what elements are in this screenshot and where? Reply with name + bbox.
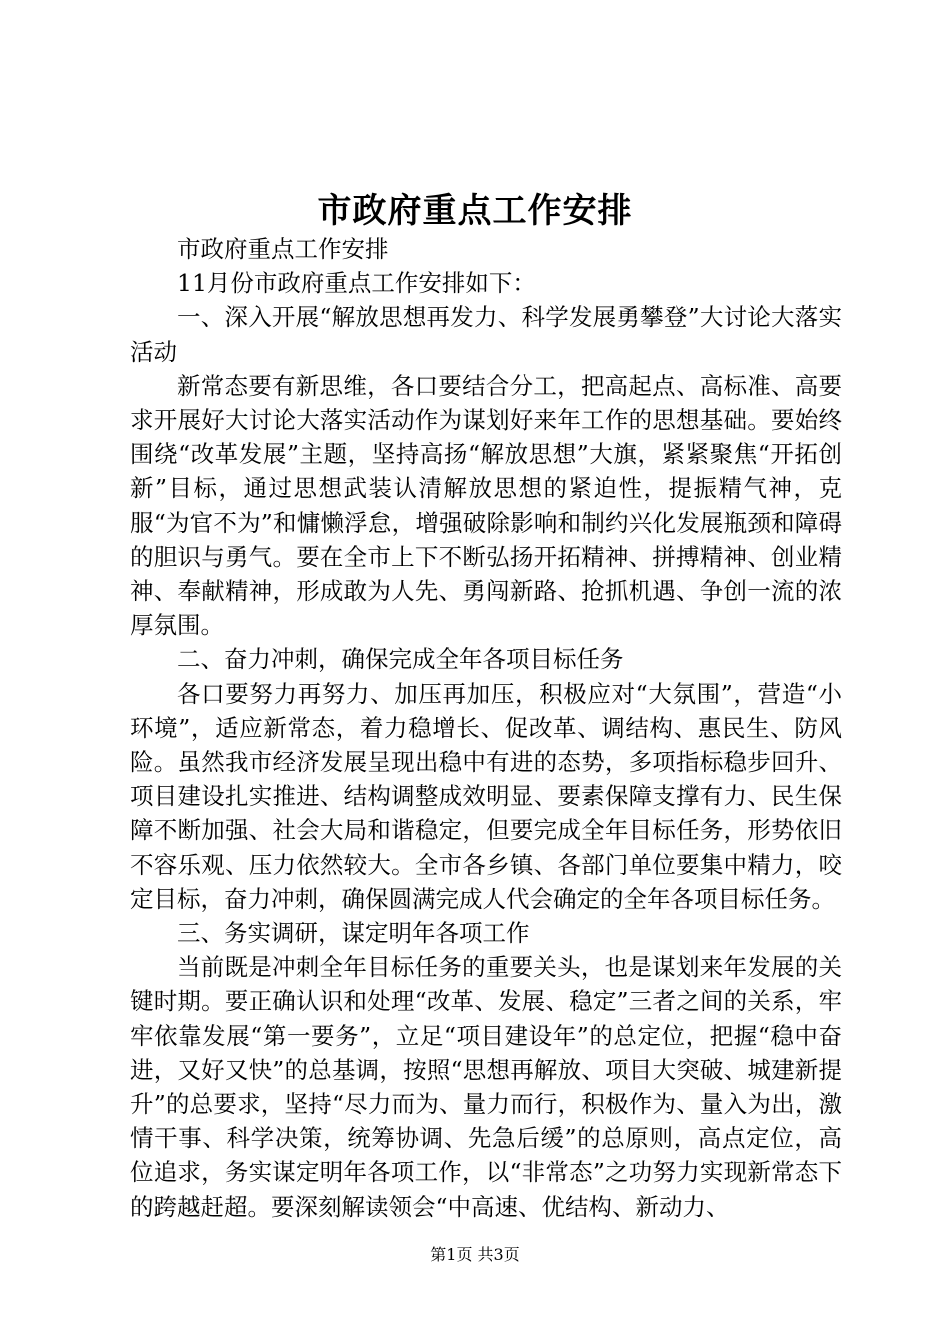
section-body-1: 新常态要有新思维，各口要结合分工，把高起点、高标准、高要求开展好大讨论大落实活动作为谋划好来年工作的思想基础。要始终围绕“改革发展”主题，坚持高扬“解放思想”大旗，紧紧聚焦“开拓创新”目标，通过思想武装认清解放思想的紧迫性，提振精气神，克服“为官不为”和慵懒浮怠，增强破除影响和制约兴化发展瓶颈和障碍的胆识与勇气。要在全市上下不断弘扬开拓精神、拼搏精神、创业精神、奉献精神，形成敢为人先、勇闯新路、抢抓机遇、争创一流的浓厚氛围。 xyxy=(130,371,842,640)
section-heading-1: 一、深入开展“解放思想再发力、科学发展勇攀登”大讨论大落实活动 xyxy=(130,303,842,366)
section-body-2: 各口要努力再努力、加压再加压，积极应对“大氛围”，营造“小环境”，适应新常态，着力稳增长、促改革、调结构、惠民生、防风险。虽然我市经济发展呈现出稳中有进的态势，多项指标稳步回升、项目建设扎实推进、结构调整成效明显、要素保障支撑有力、民生保障不断加强、社会大局和谐稳定，但要完成全年目标任务，形势依旧不容乐观、压力依然较大。全市各乡镇、各部门单位要集中精力，咬定目标，奋力冲刺，确保圆满完成人代会确定的全年各项目标任务。 xyxy=(130,679,842,913)
paragraph-heading-repeat: 市政府重点工作安排 xyxy=(177,235,389,263)
document-title: 市政府重点工作安排 xyxy=(317,191,633,231)
section-heading-3: 三、务实调研，谋定明年各项工作 xyxy=(177,919,530,948)
document-body xyxy=(130,232,842,1224)
paragraph-intro: 11月份市政府重点工作安排如下： xyxy=(177,269,536,298)
section-body-3: 当前既是冲刺全年目标任务的重要关头，也是谋划来年发展的关键时期。要正确认识和处理“改革、发展、稳定”三者之间的关系，牢牢依靠发展“第一要务”，立足“项目建设年”的总定位，把握“稳中奋进，又好又快”的总基调，按照“思想再解放、项目大突破、城建新提升”的总要求，坚持“尽力而为、量力而行，积极作为、量入为出，激情干事、科学决策，统筹协调、先急后缓”的总原则，高点定位，高位追求，务实谋定明年各项工作，以“非常态”之功努力实现新常态下的跨越赶超。要深刻解读领会“中高速、优结构、新动力、 xyxy=(130,953,842,1221)
page-footer: 第1页 共3页 xyxy=(430,1245,520,1264)
section-heading-2: 二、奋力冲刺，确保完成全年各项目标任务 xyxy=(177,645,624,674)
